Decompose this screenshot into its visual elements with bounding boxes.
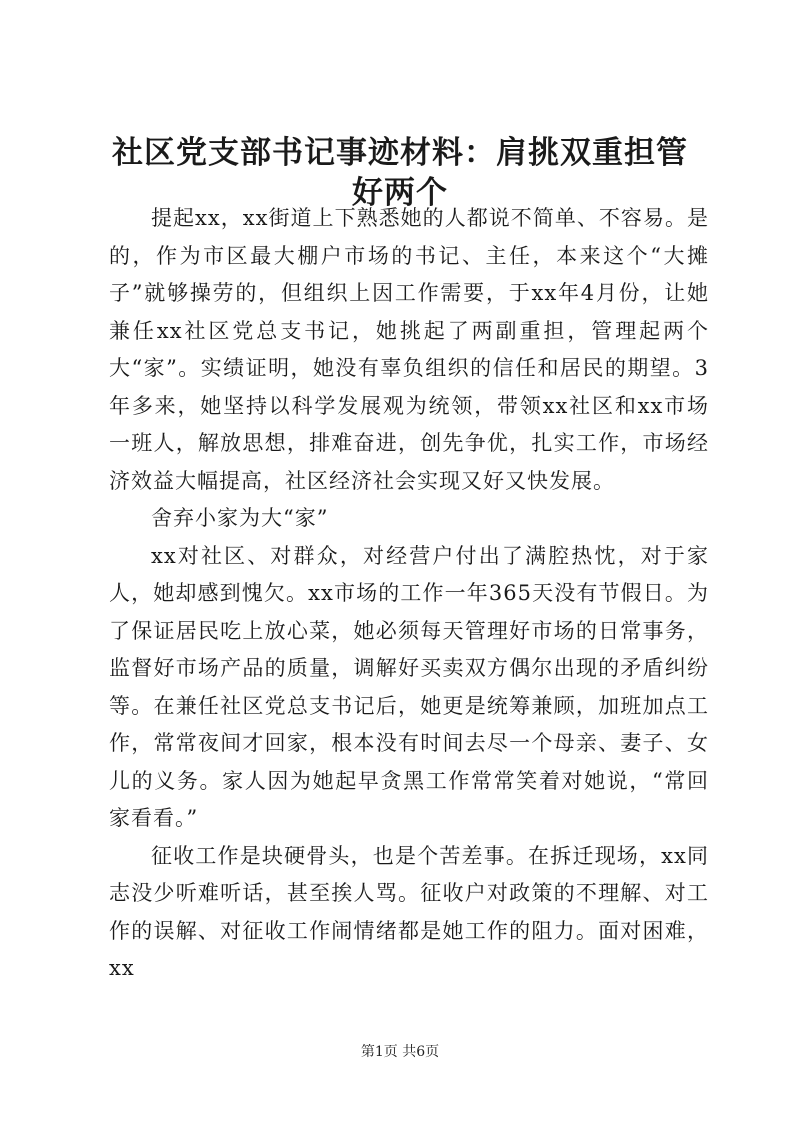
document-body — [109, 200, 709, 988]
document-title: 社区党支部书记事迹材料：肩挑双重担管好两个 — [112, 135, 688, 211]
paragraph-intro: 提起xx，xx街道上下熟悉她的人都说不简单、不容易。是的，作为市区最大棚户市场的书记、主任，本来这个“大摊子”就够操劳的，但组织上因工作需要，于xx年4月份，让她兼任xx社区党总支书记，她挑起了两副重担，管理起两个大“家”。实绩证明，她没有辜负组织的信任和居民的期望。3年多来，她坚持以科学发展观为统领，带领xx社区和xx市场一班人，解放思想，排难奋进，创先争优，扎实工作，市场经济效益大幅提高，社区经济社会实现又好又快发展。 — [109, 206, 709, 493]
paragraph-family: xx对社区、对群众，对经营户付出了满腔热忱，对于家人，她却感到愧欠。xx市场的工作一年365天没有节假日。为了保证居民吃上放心菜，她必须每天管理好市场的日常事务，监督好市场产品的质量，调解好买卖双方偶尔出现的矛盾纠纷等。在兼任社区党总支书记后，她更是统筹兼顾，加班加点工作，常常夜间才回家，根本没有时间去尽一个母亲、妻子、女儿的义务。家人因为她起早贪黑工作常常笑着对她说，“常回家看看。” — [109, 543, 709, 830]
page-number-footer: 第1页 共6页 — [360, 1044, 440, 1060]
paragraph-expropriation: 征收工作是块硬骨头，也是个苦差事。在拆迁现场，xx同志没少听难听话，甚至挨人骂。征收户对政策的不理解、对工作的误解、对征收工作闹情绪都是她工作的阻力。面对困难，xx — [109, 843, 709, 980]
section-heading: 舍弃小家为大“家” — [151, 506, 329, 530]
